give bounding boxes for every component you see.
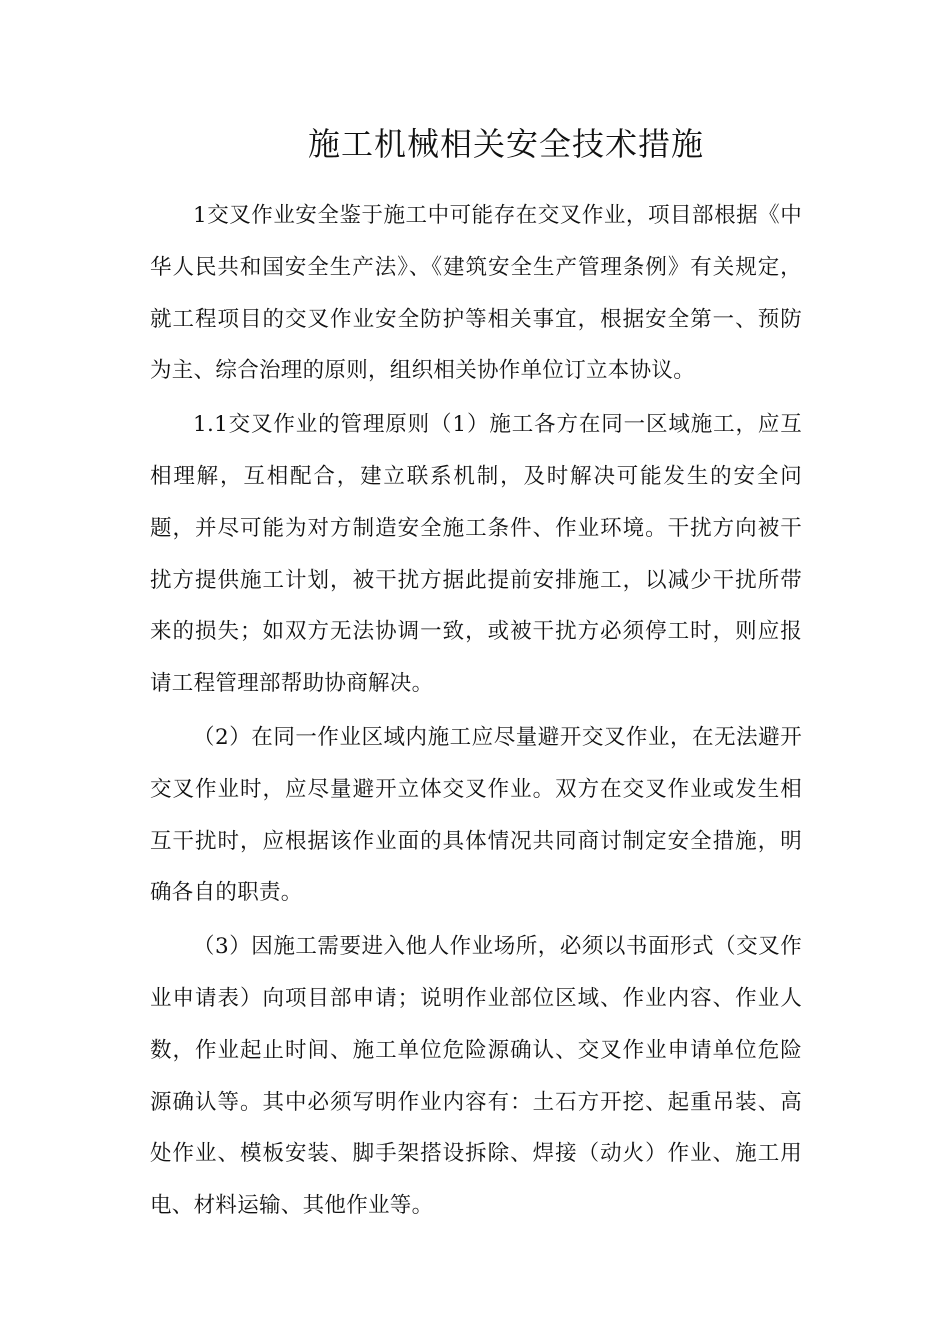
document-title: 施工机械相关安全技术措施 [307,125,704,163]
document-body [150,190,802,1234]
paragraph-1: 1交叉作业安全鉴于施工中可能存在交叉作业，项目部根据《中华人民共和国安全生产法》、《建筑安全生产管理条例》有关规定，就工程项目的交叉作业安全防护等相关事宜，根据安全第一、预防为主、综合治理的原则，组织相关协作单位订立本协议。 [150,203,802,384]
paragraph-1-1: 1.1交叉作业的管理原则（1）施工各方在同一区域施工，应互相理解，互相配合，建立联系机制，及时解决可能发生的安全问题，并尽可能为对方制造安全施工条件、作业环境。干扰方向被干扰方提供施工计划，被干扰方据此提前安排施工，以减少干扰所带来的损失；如双方无法协调一致，或被干扰方必须停工时，则应报请工程管理部帮助协商解决。 [150,412,802,697]
paragraph-3: （3）因施工需要进入他人作业场所，必须以书面形式（交叉作业申请表）向项目部申请；说明作业部位区域、作业内容、作业人数，作业起止时间、施工单位危险源确认、交叉作业申请单位危险源确认等。其中必须写明作业内容有：土石方开挖、起重吊装、高处作业、模板安装、脚手架搭设拆除、焊接（动火）作业、施工用电、材料运输、其他作业等。 [150,934,802,1219]
paragraph-2: （2）在同一作业区域内施工应尽量避开交叉作业，在无法避开交叉作业时，应尽量避开立体交叉作业。双方在交叉作业或发生相互干扰时，应根据该作业面的具体情况共同商讨制定安全措施，明确各自的职责。 [150,724,802,906]
